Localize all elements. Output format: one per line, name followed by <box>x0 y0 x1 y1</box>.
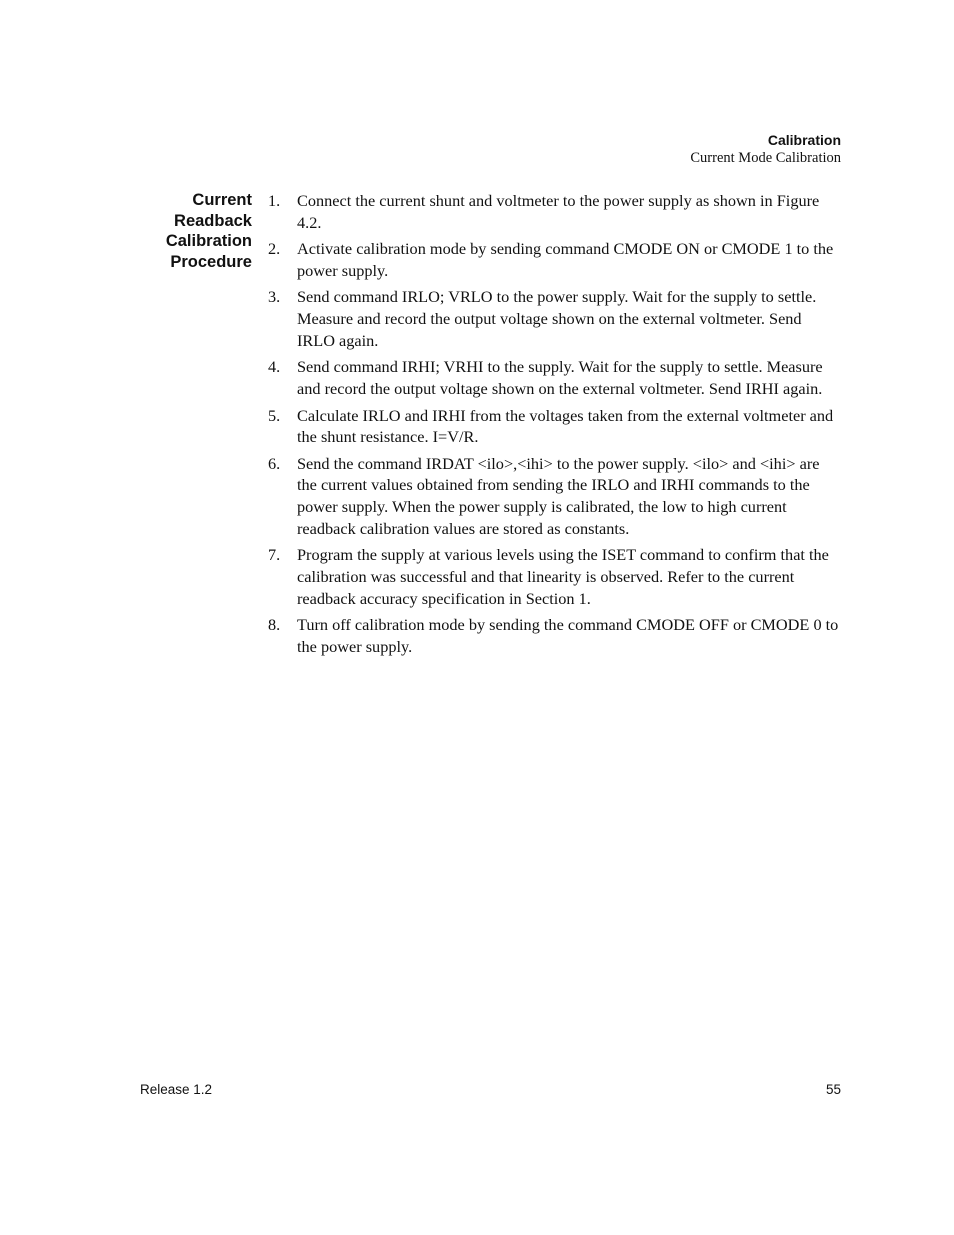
procedure-step <box>268 190 843 233</box>
step-number: 8. <box>268 615 281 635</box>
step-text: Calculate IRLO and IRHI from the voltages taken from the external voltmeter and the shunt resistance. I=V/R. <box>297 405 834 447</box>
step-text: Program the supply at various levels using the ISET command to confirm that the calibration was successful and that linearity is observed. Refer to the current readback accuracy specification in Section 1. <box>297 545 829 608</box>
step-number: 6. <box>268 453 281 473</box>
step-number: 1. <box>268 191 281 210</box>
step-text: Turn off calibration mode by sending the command CMODE OFF or CMODE 0 to the power supply. <box>297 615 839 656</box>
procedure-step <box>268 453 843 540</box>
header-chapter-title: Calibration <box>767 132 841 148</box>
procedure-heading <box>166 190 252 272</box>
procedure-step <box>268 286 843 351</box>
procedure-step <box>268 238 843 281</box>
procedure-steps-list <box>268 190 843 662</box>
step-number: 2. <box>268 239 281 259</box>
step-number: 5. <box>268 405 281 425</box>
step-number: 7. <box>268 545 281 565</box>
procedure-step <box>268 544 843 609</box>
step-text: Activate calibration mode by sending command CMODE ON or CMODE 1 to the power supply. <box>297 239 834 280</box>
procedure-heading-line: Procedure <box>170 252 252 271</box>
procedure-heading-line: Current <box>192 191 252 209</box>
footer-page-number: 55 <box>825 1082 841 1097</box>
procedure-step <box>268 614 843 657</box>
running-header <box>690 131 841 167</box>
step-text: Send command IRLO; VRLO to the power supply. Wait for the supply to settle. Measure and record the output voltage shown on the external voltmeter. Send IRLO again. <box>297 287 817 350</box>
footer-release: Release 1.2 <box>140 1082 213 1097</box>
procedure-step <box>268 356 843 399</box>
procedure-heading-line: Calibration <box>165 232 252 250</box>
step-text: Send the command IRDAT <ilo>,<ihi> to the power supply. <ilo> and <ihi> are the current values obtained from sending the IRLO and IRHI commands to the power supply. When the power supply is calibrated, the low to high current readback calibration values are stored as constants. <box>297 453 820 538</box>
step-text: Send command IRHI; VRHI to the supply. Wait for the supply to settle. Measure and record the output voltage shown on the external voltmeter. Send IRHI again. <box>297 357 823 399</box>
step-number: 4. <box>268 357 281 377</box>
step-number: 3. <box>268 287 281 307</box>
step-text: Connect the current shunt and voltmeter to the power supply as shown in Figure 4.2. <box>297 191 820 232</box>
header-section-title: Current Mode Calibration <box>690 150 841 166</box>
procedure-heading-line: Readback <box>174 211 252 230</box>
procedure-step <box>268 405 843 448</box>
